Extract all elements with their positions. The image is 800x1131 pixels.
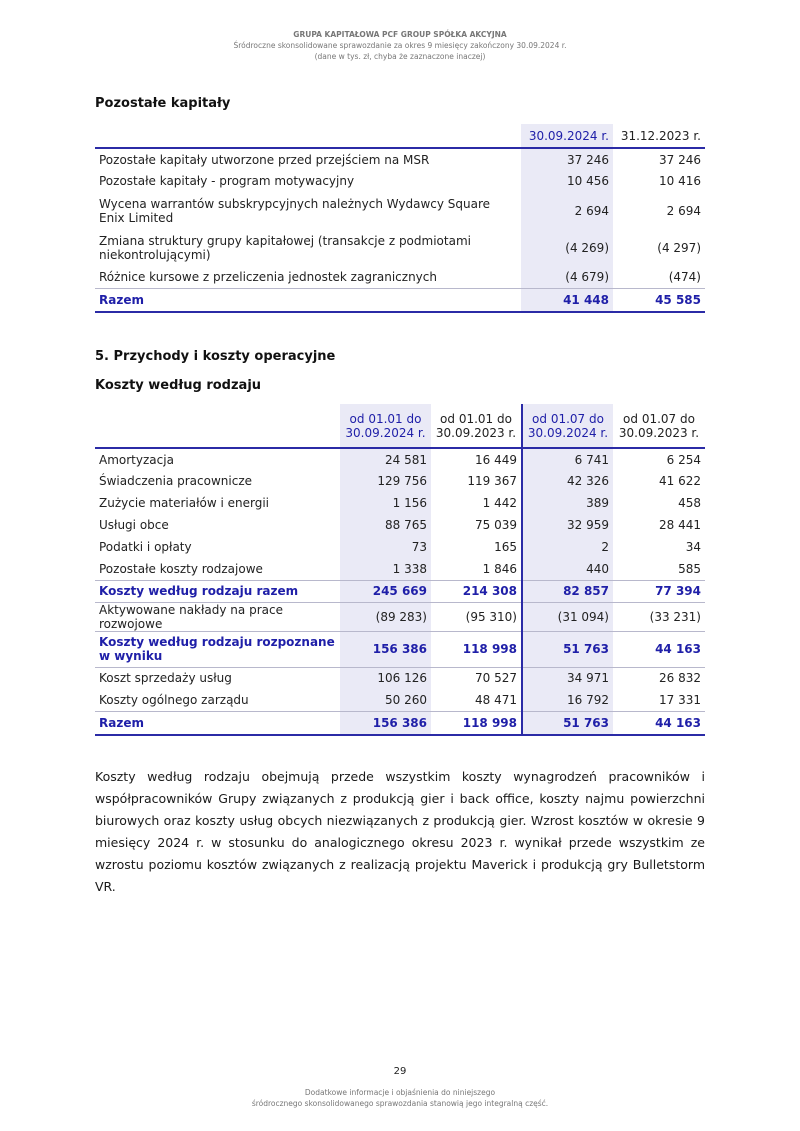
costs-split-row-label: Koszt sprzedaży usług	[95, 667, 340, 689]
costs-recognized-row-label: Koszty według rodzaju rozpoznane w wyniku	[95, 631, 340, 667]
capital-row	[95, 148, 705, 170]
costs-row-label: Zużycie materiałów i energii	[99, 496, 270, 510]
capital-row-previous: 10 416	[659, 174, 701, 188]
costs-subtotal-row-value: 245 669	[340, 580, 431, 602]
company-name: GRUPA KAPITAŁOWA PCF GROUP SPÓŁKA AKCYJNA	[293, 30, 507, 39]
costs-row-value: 1 846	[482, 561, 517, 576]
costs-split-row-label: Koszty ogólnego zarządu	[99, 692, 249, 707]
costs-col-q3-2024-to: 30.09.2024 r.	[527, 425, 609, 440]
costs-total-row-value: 44 163	[613, 711, 705, 735]
costs-row	[95, 492, 705, 514]
costs-commentary: Koszty według rodzaju obejmują przede wszystkim koszty wynagrodzeń pracowników i współpracowników Grupy związanych z produkcją gier i back office, koszty najmu powierzchni biurowych oraz koszty usług obcych niezwiązanych z produkcją gier. Wzrost kosztów w okresie 9 miesięcy 2024 r. w stosunku do analogicznego okresu 2023 r. wynikał przede wszystkim ze wzrostu poziomu kosztów związanych z realizacją projektu Maverick i produkcją gry Bulletstorm VR.	[95, 769, 705, 894]
footer-line-2: śródrocznego skonsolidowanego sprawozdania stanowią jego integralną część.	[251, 1099, 549, 1108]
costs-subtotal-row	[95, 580, 705, 602]
costs-subtotal-row-value: 77 394	[613, 580, 705, 602]
costs-recognized-row-value: 156 386	[340, 631, 431, 667]
costs-capitalized-row-value: (89 283)	[340, 602, 431, 631]
costs-subtotal-row-value: 82 857	[522, 580, 613, 602]
costs-row-label: Podatki i opłaty	[99, 540, 192, 554]
capital-row	[95, 229, 705, 266]
report-subtitle: Śródroczne skonsolidowane sprawozdanie za okres 9 miesięcy zakończony 30.09.2024 r.	[233, 41, 567, 50]
capital-col-previous: 31.12.2023 r.	[620, 128, 701, 143]
costs-row	[95, 536, 705, 558]
costs-row-value: 42 326	[522, 470, 613, 492]
costs-capitalized-row-value: (95 310)	[431, 602, 522, 631]
costs-col-q3-2024	[522, 404, 613, 448]
costs-col-9m-2024-from: od 01.01 do	[349, 411, 422, 426]
costs-col-9m-2023-from: od 01.01 do	[440, 411, 512, 426]
costs-col-9m-2023-to: 30.09.2023 r.	[435, 425, 517, 440]
capital-header-blank	[95, 124, 521, 148]
capital-row-current: (4 679)	[521, 266, 613, 288]
costs-capitalized-row-value: (33 231)	[613, 602, 705, 631]
capital-total-current: 41 448	[521, 288, 613, 312]
capital-row	[95, 266, 705, 288]
costs-row-value: 440	[522, 558, 613, 580]
costs-row-value: 6 741	[522, 448, 613, 470]
costs-split-row	[95, 667, 705, 689]
costs-capitalized-row-value: (31 094)	[522, 602, 613, 631]
costs-row-value: 2	[522, 536, 613, 558]
capital-table	[95, 124, 705, 313]
costs-total-row-value: 156 386	[340, 711, 431, 735]
costs-total-row	[95, 711, 705, 735]
costs-row-value: 1 442	[482, 496, 517, 510]
costs-col-q3-2024-from: od 01.07 do	[532, 411, 604, 426]
costs-total-row-label: Razem	[95, 711, 340, 735]
costs-row-value: 165	[494, 540, 517, 554]
costs-row-value: 88 765	[340, 514, 431, 536]
costs-split-row-value: 48 471	[475, 692, 517, 707]
costs-capitalized-row	[95, 602, 705, 631]
costs-row-value: 73	[340, 536, 431, 558]
capital-row-previous: (474)	[668, 269, 701, 284]
capital-header-row	[95, 124, 705, 148]
capital-total-previous: 45 585	[613, 288, 705, 312]
document-header	[0, 29, 800, 62]
costs-header-blank	[95, 404, 340, 448]
costs-row-value: 34	[685, 540, 701, 554]
costs-col-9m-2023	[431, 404, 522, 448]
costs-row	[95, 558, 705, 580]
costs-subtotal-row-value: 214 308	[431, 580, 522, 602]
costs-row-value: 585	[678, 561, 701, 576]
capital-row-previous: 37 246	[659, 152, 701, 167]
page-footer	[0, 1087, 800, 1109]
capital-row-current: 37 246	[521, 148, 613, 170]
costs-col-q3-2023-to: 30.09.2023 r.	[618, 425, 700, 440]
section-5-heading: 5. Przychody i koszty operacyjne	[95, 349, 336, 364]
costs-col-q3-2023-from: od 01.07 do	[623, 411, 695, 426]
capital-row-label: Różnice kursowe z przeliczenia jednostek zagranicznych	[99, 269, 437, 284]
capital-row-label: Zmiana struktury grupy kapitałowej (transakcje z podmiotami niekontrolującymi)	[99, 233, 471, 262]
costs-row-value: 458	[678, 496, 701, 510]
costs-row-value: 28 441	[659, 518, 701, 532]
costs-total-row-value: 51 763	[522, 711, 613, 735]
capital-row-label: Pozostałe kapitały - program motywacyjny	[99, 174, 355, 188]
capital-row-label: Wycena warrantów subskrypcyjnych należnych Wydawcy Square Enix Limited	[99, 196, 491, 225]
costs-row-value: 24 581	[340, 448, 431, 470]
capital-row-current: 10 456	[521, 170, 613, 192]
costs-split-row-value: 26 832	[613, 667, 705, 689]
costs-total-row-value: 118 998	[431, 711, 522, 735]
costs-row-label: Usługi obce	[99, 518, 169, 532]
costs-row-value: 16 449	[475, 452, 517, 467]
capital-row	[95, 170, 705, 192]
capital-row-label: Pozostałe kapitały utworzone przed przejściem na MSR	[99, 152, 430, 167]
costs-header-row	[95, 404, 705, 448]
capital-row-previous: (4 297)	[657, 240, 701, 255]
costs-col-9m-2024-to: 30.09.2024 r.	[345, 425, 426, 440]
capital-col-current: 30.09.2024 r.	[521, 124, 613, 148]
costs-row-value: 41 622	[659, 474, 701, 488]
capital-row	[95, 192, 705, 229]
costs-row-value: 1 338	[340, 558, 431, 580]
costs-row	[95, 514, 705, 536]
costs-split-row-value: 17 331	[659, 692, 701, 707]
costs-row-value: 119 367	[467, 474, 517, 488]
costs-split-row-value: 34 971	[522, 667, 613, 689]
costs-row	[95, 470, 705, 492]
costs-split-row	[95, 689, 705, 711]
capital-total-label: Razem	[95, 288, 521, 312]
costs-col-9m-2024	[340, 404, 431, 448]
costs-row-label: Amortyzacja	[99, 452, 174, 467]
costs-row-label: Świadczenia pracownicze	[99, 474, 252, 488]
units-note: (dane w tys. zł, chyba że zaznaczone inaczej)	[314, 52, 486, 61]
capital-heading: Pozostałe kapitały	[95, 96, 231, 111]
costs-subtotal-row-label: Koszty według rodzaju razem	[95, 580, 340, 602]
costs-row-label: Pozostałe koszty rodzajowe	[99, 561, 263, 576]
capital-total-row	[95, 288, 705, 312]
costs-split-row-value: 16 792	[522, 689, 613, 711]
page-number: 29	[393, 1066, 407, 1077]
costs-col-q3-2023	[613, 404, 705, 448]
costs-split-row-value: 50 260	[340, 689, 431, 711]
costs-heading: Koszty według rodzaju	[95, 378, 262, 393]
costs-row-value: 1 156	[340, 492, 431, 514]
costs-split-row-value: 70 527	[431, 667, 522, 689]
capital-row-current: 2 694	[521, 192, 613, 229]
footer-line-1: Dodatkowe informacje i objaśnienia do niniejszego	[304, 1088, 496, 1097]
costs-recognized-row-value: 51 763	[522, 631, 613, 667]
costs-table	[95, 404, 705, 736]
costs-row-value: 75 039	[475, 518, 517, 532]
costs-row	[95, 448, 705, 470]
costs-recognized-row	[95, 631, 705, 667]
costs-recognized-row-value: 44 163	[613, 631, 705, 667]
capital-row-current: (4 269)	[521, 229, 613, 266]
costs-row-value: 129 756	[340, 470, 431, 492]
costs-row-value: 389	[522, 492, 613, 514]
capital-row-previous: 2 694	[666, 203, 701, 218]
costs-row-value: 32 959	[522, 514, 613, 536]
costs-split-row-value: 106 126	[340, 667, 431, 689]
costs-recognized-row-value: 118 998	[431, 631, 522, 667]
costs-row-value: 6 254	[666, 452, 701, 467]
costs-capitalized-row-label: Aktywowane nakłady na prace rozwojowe	[95, 602, 340, 631]
